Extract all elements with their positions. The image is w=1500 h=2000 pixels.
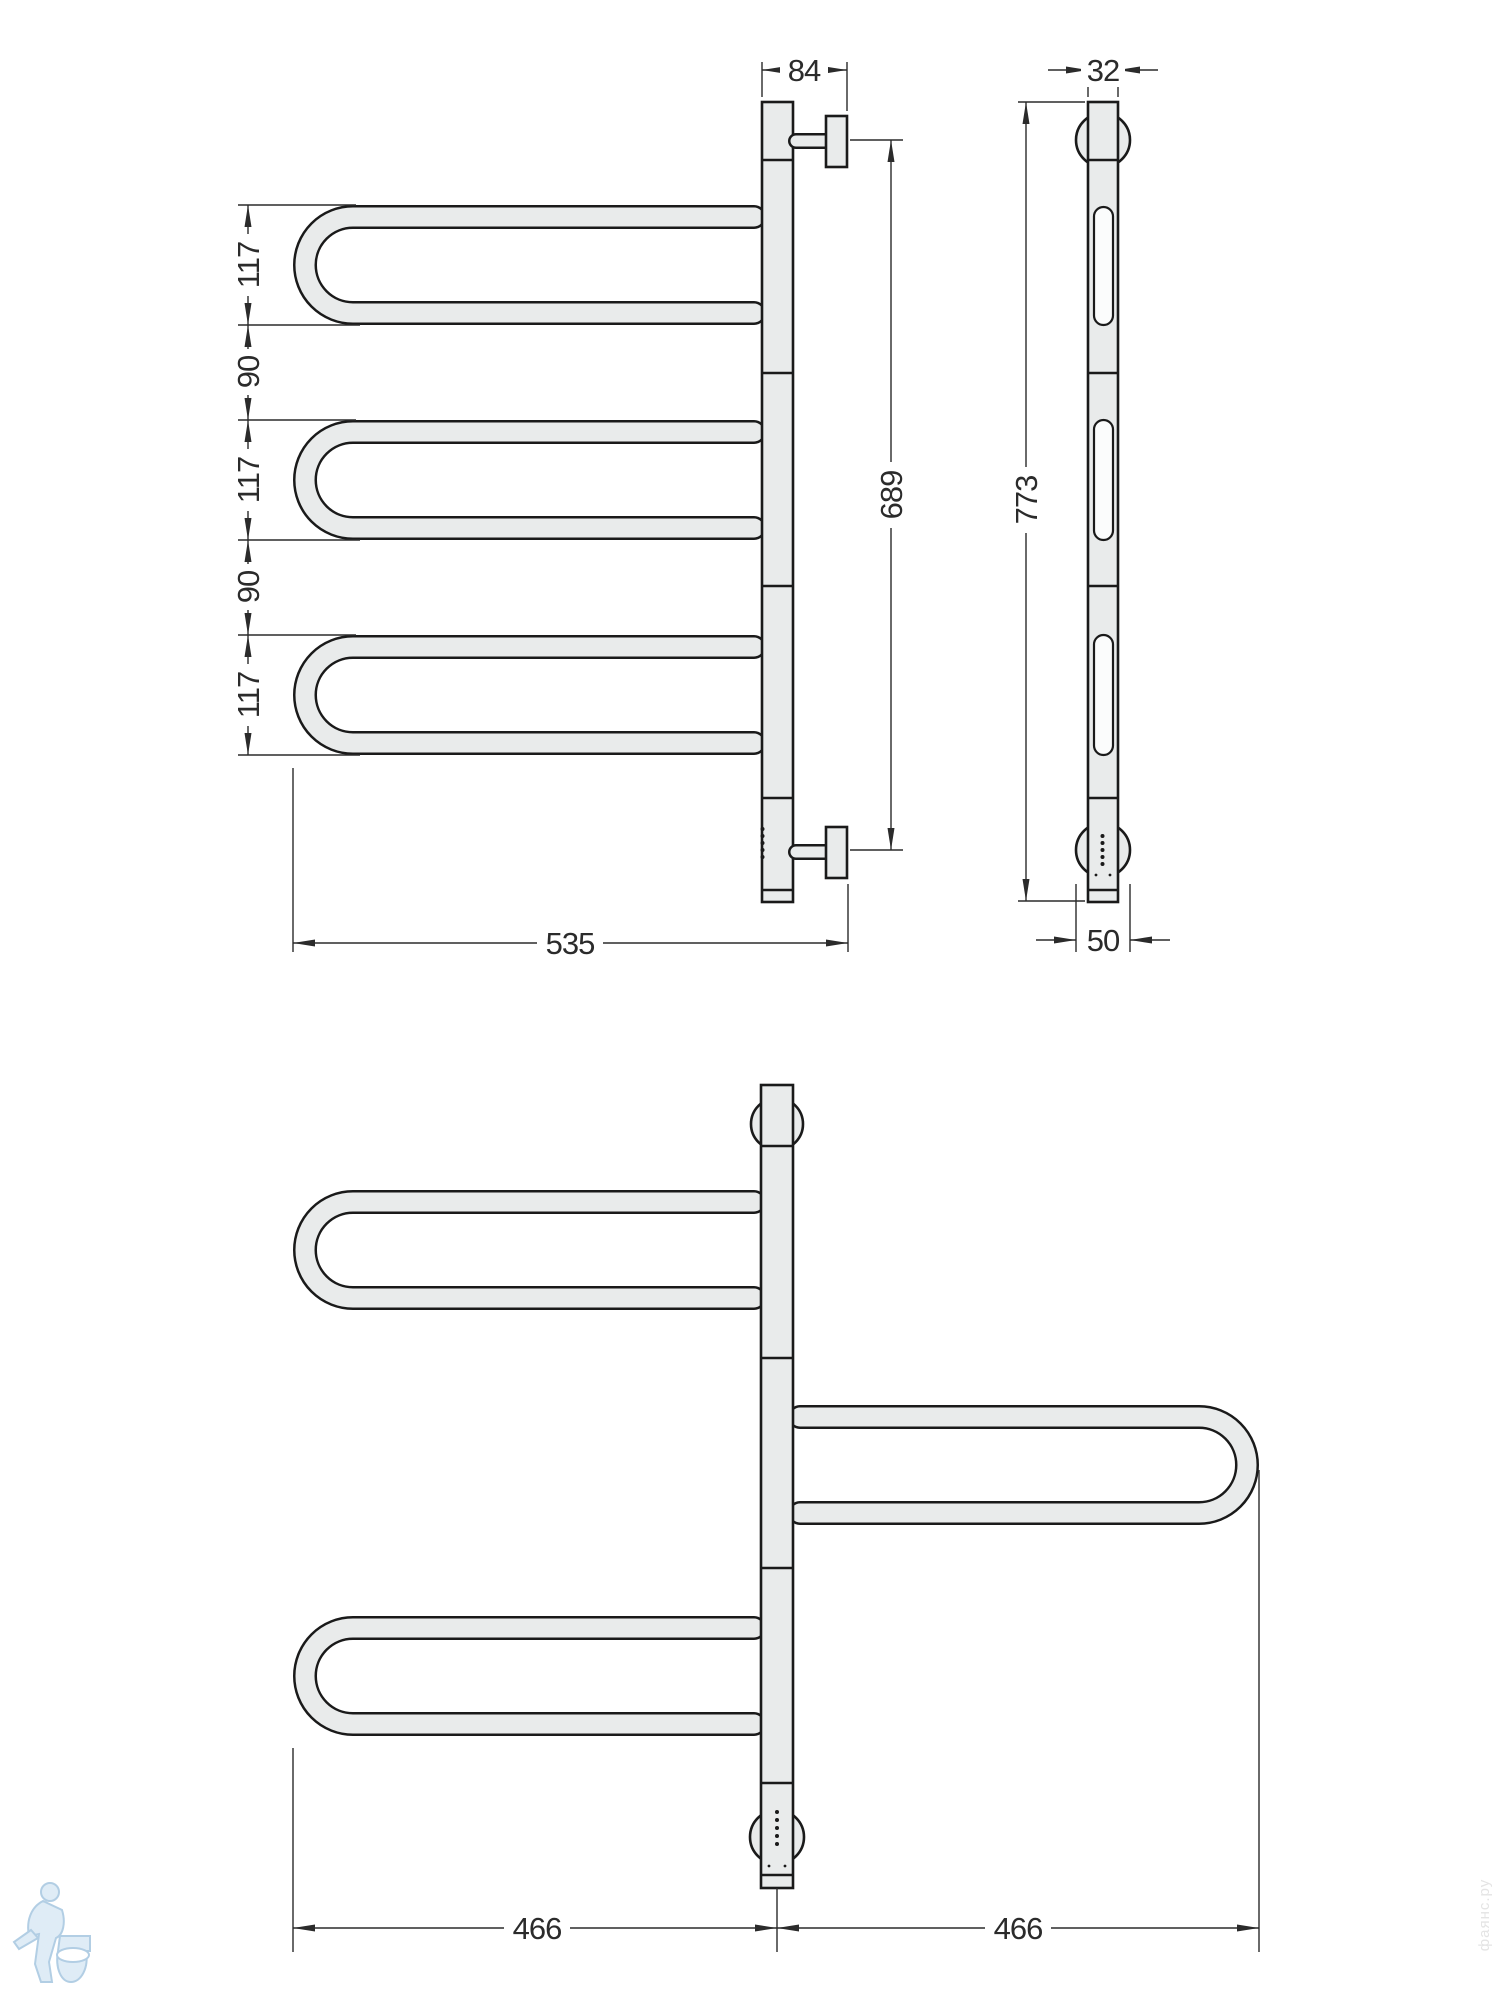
dim-label-84: 84 [787, 53, 821, 88]
dim-label-689: 689 [874, 470, 909, 520]
dim-label-90: 90 [231, 355, 266, 389]
dim-label-90: 90 [231, 570, 266, 604]
dim-label-117: 117 [231, 456, 266, 504]
towel-loop-left-top [305, 1202, 754, 1298]
swivel-view [293, 1085, 1259, 1952]
wall-bracket-bottom [796, 827, 847, 878]
side-view [1009, 53, 1170, 958]
watermark-logo [14, 1883, 90, 1982]
dim-label-773: 773 [1009, 475, 1044, 525]
dim-label-466-right: 466 [993, 1911, 1043, 1946]
dim-label-117: 117 [231, 671, 266, 719]
vertical-bar [761, 1085, 793, 1888]
towel-loop-middle [305, 432, 754, 528]
vertical-bar [762, 102, 793, 902]
dimension-depth [1048, 53, 1158, 97]
dimension-left-reach [293, 1748, 777, 1952]
dim-label-32: 32 [1086, 53, 1120, 88]
towel-loop-left-bottom [305, 1628, 754, 1724]
tube-slot [1094, 207, 1113, 325]
towel-loop-top [305, 217, 754, 313]
towel-loop-bottom [305, 647, 754, 743]
plumber-head [41, 1883, 59, 1901]
dimension-right-reach [777, 1470, 1259, 1952]
dim-label-50: 50 [1086, 923, 1120, 958]
toilet-bowl [57, 1948, 89, 1962]
front-view [231, 53, 909, 961]
dimension-bracket-span [850, 140, 909, 850]
dim-label-117: 117 [231, 241, 266, 289]
dim-label-535: 535 [545, 926, 595, 961]
dim-label-466-left: 466 [512, 1911, 562, 1946]
watermark-site-text: фаянс.ру [1476, 1878, 1493, 1952]
towel-loop-right [800, 1417, 1247, 1513]
tube-slot [1094, 635, 1113, 755]
wall-bracket-top [796, 116, 847, 167]
tube-slot [1094, 420, 1113, 540]
dimension-overall-height [1009, 102, 1085, 901]
plumber-arm-tool [14, 1930, 38, 1949]
